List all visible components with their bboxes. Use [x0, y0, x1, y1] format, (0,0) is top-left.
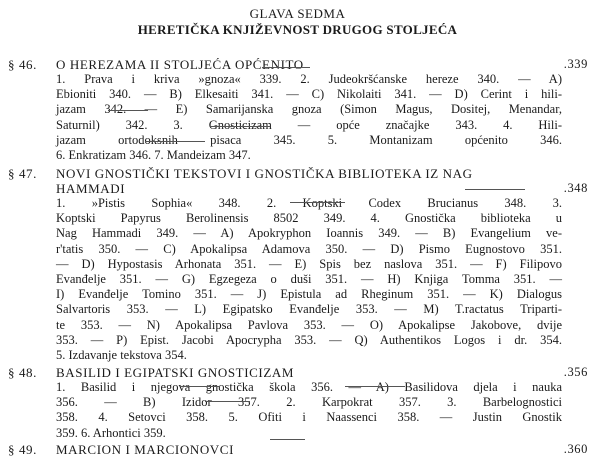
entry-line: 1. Basilid i njegova gnostička škola 356. — A) Basilidova djela i nauka [56, 380, 562, 394]
entry-line: Ebioniti 340. — B) Elkesaiti 341. — C) Nikolaiti 341. — D) Cerint i hili- [56, 87, 562, 102]
entry-line: Nag Hammadi 349. — A) Apokryphon Ioannis 349. — B) Evangelium ve- [56, 226, 562, 241]
section-page-ref: .356 [563, 365, 588, 379]
section-page-ref: .360 [563, 442, 588, 456]
entry-line: 1. »Pistis Sophia« 348. 2. Koptski Codex Brucianus 348. 3. [56, 196, 562, 210]
entry-line: I) Evanđelje Tomino 351. — J) Epistula ad Rheginum 351. — K) Dialogus [56, 287, 562, 302]
section-number: § 48. [8, 365, 37, 380]
chapter-label: GLAVA SEDMA [249, 6, 346, 21]
section-title: BASILID I EGIPATSKI GNOSTICIZAM [56, 365, 295, 380]
section-heading-46 [8, 57, 588, 72]
section-number: § 46. [8, 57, 37, 72]
strike-mark [108, 110, 148, 111]
entry-line: — D) Hypostasis Arhonata 351. — E) Spis bez naslova 351. — F) Filipovo [56, 256, 562, 271]
section-page-ref: .339 [563, 57, 588, 71]
section-title: O HEREZAMA II STOLJEĆA OPĆENITO [56, 57, 304, 72]
strike-mark [465, 189, 525, 190]
entry-line: 358. 4. Setovci 358. 5. Ofiti i Naassenci 358. — Justin Gnostik [56, 410, 562, 425]
entry-line: 5. Izdavanje tekstova 354. [56, 348, 187, 363]
entry-line: te 353. — N) Apokalipsa Pavlova 353. — O) Apokalipse Jakobove, dvije [56, 317, 562, 332]
entry-line: r'tatis 350. — C) Apokalipsa Adamova 350. — D) Pismo Eugnostovo 351. [56, 241, 562, 256]
entry-line: 356. — B) Izidor 357. 2. Karpokrat 357. 3. Barbelognostici [56, 395, 562, 410]
section-entries-48 [56, 380, 562, 441]
section-entries-47 [56, 196, 562, 363]
entry-line: jazam ortodoksnih pisaca 345. 5. Montanizam općenito 346. [56, 132, 562, 147]
section-page-ref: .348 [563, 181, 588, 195]
chapter-title: HERETIČKA KNJIŽEVNOST DRUGOG STOLJEĆA [137, 22, 458, 37]
section-number: § 49. [8, 442, 37, 457]
strike-mark [262, 67, 310, 68]
entry-line: Saturnil) 342. 3. Gnosticizam — opće značajke 343. 4. Hili- [56, 117, 562, 132]
strike-mark [270, 439, 305, 440]
section-heading-47 [8, 166, 588, 196]
strike-mark [205, 401, 250, 402]
section-heading-48 [8, 365, 588, 380]
entry-line: 1. Prava i kriva »gnoza« 339. 2. Judeokršćanske hereze 340. — A) [56, 72, 562, 86]
section-title: NOVI GNOSTIČKI TEKSTOVI I GNOSTIČKA BIBLIOTEKA IZ NAG [56, 166, 473, 181]
strike-mark [180, 386, 220, 387]
entry-line: jazam 342. — E) Samarijanska gnoza (Simon Magus, Dositej, Menandar, [56, 102, 562, 117]
entry-line: 6. Enkratizam 346. 7. Mandeizam 347. [56, 148, 251, 163]
entry-line: Salvartoris 353. — L) Egipatsko Evanđelje 353. — M) T.ractatus Triparti- [56, 302, 562, 317]
entry-line: Evanđelje 351. — G) Egzegeza o duši 351. — H) Knjiga Tomma 351. — [56, 272, 562, 287]
strike-mark [345, 386, 405, 387]
entry-line: 359. 6. Arhontici 359. [56, 425, 166, 440]
strike-mark [290, 202, 345, 203]
section-heading-49 [8, 442, 588, 457]
section-number: § 47. [8, 166, 37, 181]
section-entries-46 [56, 72, 562, 163]
section-title: MARCION I MARCIONOVCI [56, 442, 234, 457]
strike-mark [210, 126, 270, 127]
section-title-cont: HAMMADI [56, 181, 126, 196]
entry-line: Koptski Papyrus Berolinensis 8502 349. 4. Gnostička biblioteka u [56, 211, 562, 226]
strike-mark [145, 141, 205, 142]
entry-line: 353. — P) Epist. Jacobi Apocrypha 353. — Q) Authentikos Logos i dr. 354. [56, 332, 562, 347]
